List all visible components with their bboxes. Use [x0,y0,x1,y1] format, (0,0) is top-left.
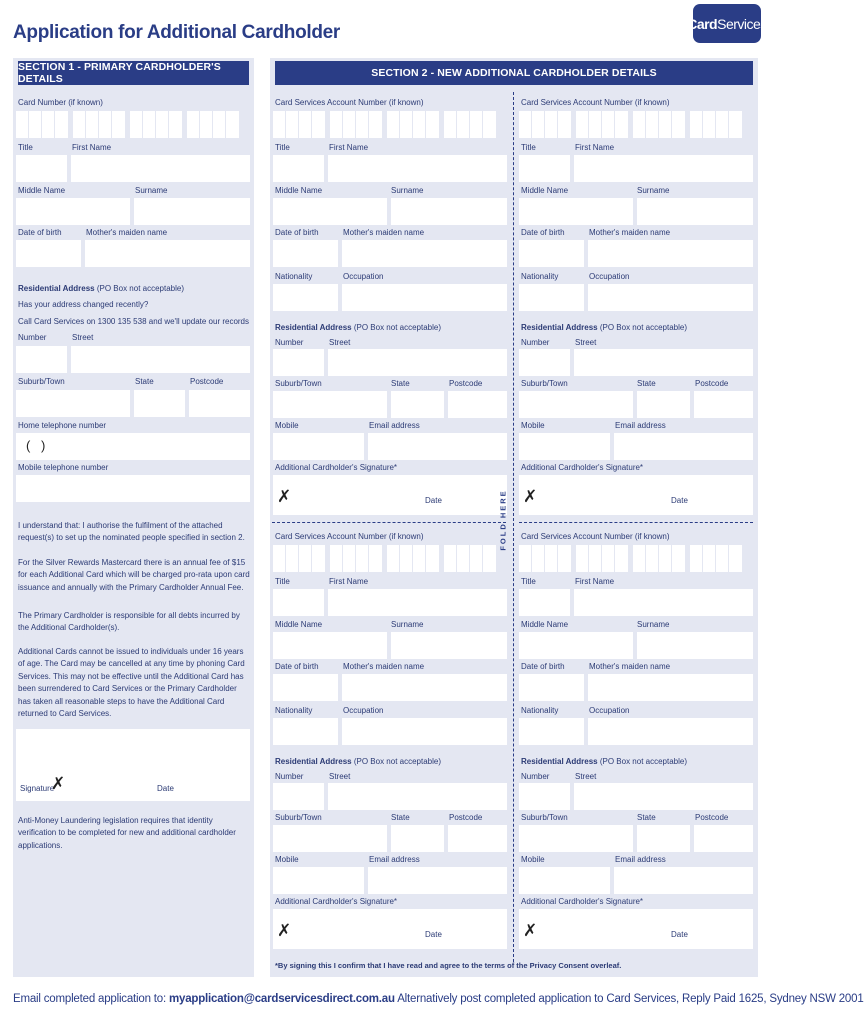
home-phone-label: Home telephone number [18,421,107,430]
number-label: Number [18,333,47,342]
occupation-field-2[interactable] [588,284,753,311]
suburb-label-3: Suburb/Town [275,813,322,822]
privacy-consent-note: *By signing this I confirm that I have read and agree to the terms of the Privacy Consent overleaf. [275,961,622,970]
nationality-label-1: Nationality [275,272,313,281]
first-name-label-4: First Name [575,577,615,586]
middle-name-label-4: Middle Name [521,620,569,629]
email-field-1[interactable] [368,433,507,460]
postcode-label-3: Postcode [449,813,483,822]
dob-field-4[interactable] [519,674,584,701]
occupation-label-4: Occupation [589,706,630,715]
occupation-label-3: Occupation [343,706,384,715]
dob-label-1: Date of birth [275,228,319,237]
middle-name-field-1[interactable] [273,198,387,225]
signature-field-4[interactable] [519,909,753,949]
number-field-2[interactable] [519,349,570,376]
number-field-1[interactable] [273,349,324,376]
first-name-field-1[interactable] [328,155,507,182]
terms-paragraph-3: The Primary Cardholder is responsible for all debts incurred by the Additional Cardholder(s). [18,611,240,633]
occupation-label-2: Occupation [589,272,630,281]
mothers-maiden-field-2[interactable] [588,240,753,267]
surname-label-2: Surname [637,186,670,195]
signature-date-label-4: Date [671,930,688,939]
state-label-1: State [391,379,410,388]
surname-field-3[interactable] [391,632,507,659]
dob-field-3[interactable] [273,674,338,701]
signature-field-2[interactable] [519,475,753,515]
signature-date-label: Date [157,784,174,793]
dob-label: Date of birth [18,228,62,237]
street-label-2: Street [575,338,597,347]
suburb-label: Suburb/Town [18,377,65,386]
mothers-maiden-label-4: Mother's maiden name [589,662,671,671]
mothers-maiden-label-1: Mother's maiden name [343,228,425,237]
sign-here-mark-4: ✗ [523,921,538,940]
email-label-1: Email address [369,421,420,430]
mothers-maiden-field-3[interactable] [342,674,507,701]
dob-label-2: Date of birth [521,228,565,237]
middle-name-label: Middle Name [18,186,66,195]
surname-field-1[interactable] [391,198,507,225]
middle-name-label-1: Middle Name [275,186,323,195]
nationality-label-2: Nationality [521,272,559,281]
postcode-label-2: Postcode [695,379,729,388]
sign-here-mark-3: ✗ [277,921,292,940]
dob-field-2[interactable] [519,240,584,267]
area-code-close-paren: ) [41,438,46,453]
mobile-field-2[interactable] [519,433,610,460]
middle-name-field-4[interactable] [519,632,633,659]
postcode-field-4[interactable] [694,825,753,852]
account-number-field-3[interactable] [273,545,501,572]
signature-label-2: Additional Cardholder's Signature* [521,463,644,472]
surname-field[interactable] [134,198,250,225]
nationality-field-4[interactable] [519,718,584,745]
street-field-3[interactable] [328,783,507,810]
footer-email-link[interactable]: myapplication@cardservicesdirect.com.au [168,993,395,1005]
mobile-phone-field[interactable] [16,475,250,502]
title-label: Title [18,143,33,152]
mobile-label-4: Mobile [521,855,545,864]
title-field-1[interactable] [273,155,324,182]
residential-address-label-2: Residential Address (PO Box not acceptable) [521,323,688,332]
state-field-1[interactable] [391,391,444,418]
card-number-field[interactable] [16,111,244,138]
street-label-3: Street [329,772,351,781]
nationality-label-3: Nationality [275,706,313,715]
title-label-4: Title [521,577,536,586]
mobile-label-3: Mobile [275,855,299,864]
first-name-label-3: First Name [329,577,369,586]
suburb-label-4: Suburb/Town [521,813,568,822]
signature-field-3[interactable] [273,909,507,949]
number-label-2: Number [521,338,550,347]
email-field-2[interactable] [614,433,753,460]
postcode-label: Postcode [190,377,224,386]
email-label-4: Email address [615,855,666,864]
separator-left [272,522,506,523]
title-field[interactable] [16,155,67,182]
sign-here-mark: ✗ [51,774,66,793]
suburb-field-4[interactable] [519,825,633,852]
account-number-field-4[interactable] [519,545,747,572]
email-label-3: Email address [369,855,420,864]
mothers-maiden-field-1[interactable] [342,240,507,267]
street-field-4[interactable] [574,783,753,810]
mobile-field-4[interactable] [519,867,610,894]
dob-label-4: Date of birth [521,662,565,671]
state-label-4: State [637,813,656,822]
occupation-label-1: Occupation [343,272,384,281]
signature-date-label-2: Date [671,496,688,505]
street-label-1: Street [329,338,351,347]
nationality-field-1[interactable] [273,284,338,311]
signature-label-1: Additional Cardholder's Signature* [275,463,398,472]
occupation-field-3[interactable] [342,718,507,745]
nationality-field-3[interactable] [273,718,338,745]
mobile-field-1[interactable] [273,433,364,460]
number-label-1: Number [275,338,304,347]
postcode-field-3[interactable] [448,825,507,852]
surname-label-4: Surname [637,620,670,629]
mobile-phone-label: Mobile telephone number [18,463,109,472]
mothers-maiden-label-3: Mother's maiden name [343,662,425,671]
card-services-logo: Card Services [693,4,761,43]
footer-instructions: Email completed application to: myapplication@cardservicesdirect.com.au Alternatively post completed application to Card Services, Reply Paid 1625, Sydney NSW 2001 [13,993,864,1005]
suburb-field-2[interactable] [519,391,633,418]
account-number-label-1: Card Services Account Number (if known) [275,98,424,107]
separator-right [519,522,753,523]
signature-date-label-3: Date [425,930,442,939]
title-label-2: Title [521,143,536,152]
terms-paragraph-4: Additional Cards cannot be issued to individuals under 16 years of age. The Card may be cancelled at any time by phoning Card Services. This may not be effective until the Additional Card has been surrendered to Card Services or the Primary Cardholder has taken all reasonable steps to have the Additional Card returned to Card Services. [18,647,245,718]
first-name-field-2[interactable] [574,155,753,182]
first-name-label-2: First Name [575,143,615,152]
call-note-text: Call Card Services on 1300 135 538 and we'll update our records [18,317,249,326]
occupation-field-1[interactable] [342,284,507,311]
surname-label-3: Surname [391,620,424,629]
postcode-label-1: Postcode [449,379,483,388]
signature-field-1[interactable] [273,475,507,515]
email-field-4[interactable] [614,867,753,894]
first-name-field[interactable] [71,155,250,182]
signature-date-label-1: Date [425,496,442,505]
street-label: Street [72,333,94,342]
surname-label-1: Surname [391,186,424,195]
section2-header: SECTION 2 - NEW ADDITIONAL CARDHOLDER DETAILS [275,61,753,85]
nationality-label-4: Nationality [521,706,559,715]
dob-field-1[interactable] [273,240,338,267]
middle-name-label-3: Middle Name [275,620,323,629]
signature-label: Signature [20,784,55,793]
postcode-field[interactable] [189,390,250,417]
state-label: State [135,377,154,386]
account-number-field-2[interactable] [519,111,747,138]
mobile-label-2: Mobile [521,421,545,430]
signature-label-4: Additional Cardholder's Signature* [521,897,644,906]
suburb-label-2: Suburb/Town [521,379,568,388]
fold-line [513,92,514,962]
street-label-4: Street [575,772,597,781]
dob-label-3: Date of birth [275,662,319,671]
state-field-3[interactable] [391,825,444,852]
postcode-field-1[interactable] [448,391,507,418]
aml-note: Anti-Money Laundering legislation requires that identity verification to be completed for new and additional cardholder applications. [18,816,236,850]
number-field[interactable] [16,346,67,373]
postcode-label-4: Postcode [695,813,729,822]
section1-header: SECTION 1 - PRIMARY CARDHOLDER'S DETAILS [18,61,249,85]
mothers-maiden-field[interactable] [85,240,250,267]
title-label-1: Title [275,143,290,152]
residential-address-label-1: Residential Address (PO Box not acceptable) [275,323,442,332]
fold-here-text: FOLD HERE [498,489,508,551]
card-number-label: Card Number (if known) [18,98,103,107]
middle-name-field-2[interactable] [519,198,633,225]
middle-name-field-3[interactable] [273,632,387,659]
state-field-4[interactable] [637,825,690,852]
first-name-label-1: First Name [329,143,369,152]
residential-address-label-4: Residential Address (PO Box not acceptable) [521,757,688,766]
number-label-4: Number [521,772,550,781]
area-code-open-paren: ( [26,438,31,453]
middle-name-label-2: Middle Name [521,186,569,195]
occupation-field-4[interactable] [588,718,753,745]
postcode-field-2[interactable] [694,391,753,418]
dob-field[interactable] [16,240,81,267]
first-name-label: First Name [72,143,112,152]
mothers-maiden-field-4[interactable] [588,674,753,701]
middle-name-field[interactable] [16,198,130,225]
title-label-3: Title [275,577,290,586]
title-field-2[interactable] [519,155,570,182]
street-field-1[interactable] [328,349,507,376]
state-field[interactable] [134,390,185,417]
suburb-field[interactable] [16,390,130,417]
email-field-3[interactable] [368,867,507,894]
state-label-3: State [391,813,410,822]
number-field-4[interactable] [519,783,570,810]
surname-field-2[interactable] [637,198,753,225]
suburb-field-1[interactable] [273,391,387,418]
first-name-field-4[interactable] [574,589,753,616]
state-field-2[interactable] [637,391,690,418]
street-field-2[interactable] [574,349,753,376]
signature-label-3: Additional Cardholder's Signature* [275,897,398,906]
first-name-field-3[interactable] [328,589,507,616]
number-field-3[interactable] [273,783,324,810]
mobile-label-1: Mobile [275,421,299,430]
residential-address-label-3: Residential Address (PO Box not acceptable) [275,757,442,766]
mothers-maiden-label: Mother's maiden name [86,228,168,237]
mobile-field-3[interactable] [273,867,364,894]
mothers-maiden-label-2: Mother's maiden name [589,228,671,237]
surname-field-4[interactable] [637,632,753,659]
number-label-3: Number [275,772,304,781]
sign-here-mark-2: ✗ [523,487,538,506]
nationality-field-2[interactable] [519,284,584,311]
terms-paragraph-2: For the Silver Rewards Mastercard there is an annual fee of $15 for each Additional Card which will be charged pro-rata upon card issuance and annually with the Primary Cardholder Annual Fee. [18,558,250,592]
sign-here-mark-1: ✗ [277,487,292,506]
email-label-2: Email address [615,421,666,430]
residential-address-label: Residential Address (PO Box not acceptable) [18,284,185,293]
home-phone-field[interactable] [16,433,250,460]
account-number-label-4: Card Services Account Number (if known) [521,532,670,541]
page-title: Application for Additional Cardholder [13,22,341,43]
suburb-label-1: Suburb/Town [275,379,322,388]
surname-label: Surname [135,186,168,195]
title-field-4[interactable] [519,589,570,616]
suburb-field-3[interactable] [273,825,387,852]
account-number-field-1[interactable] [273,111,501,138]
street-field[interactable] [71,346,250,373]
state-label-2: State [637,379,656,388]
account-number-label-2: Card Services Account Number (if known) [521,98,670,107]
account-number-label-3: Card Services Account Number (if known) [275,532,424,541]
address-changed-text: Has your address changed recently? [18,300,149,309]
terms-paragraph-1: I understand that: I authorise the fulfilment of the attached request(s) to set up the nominated people specified in section 2. [18,521,245,543]
title-field-3[interactable] [273,589,324,616]
